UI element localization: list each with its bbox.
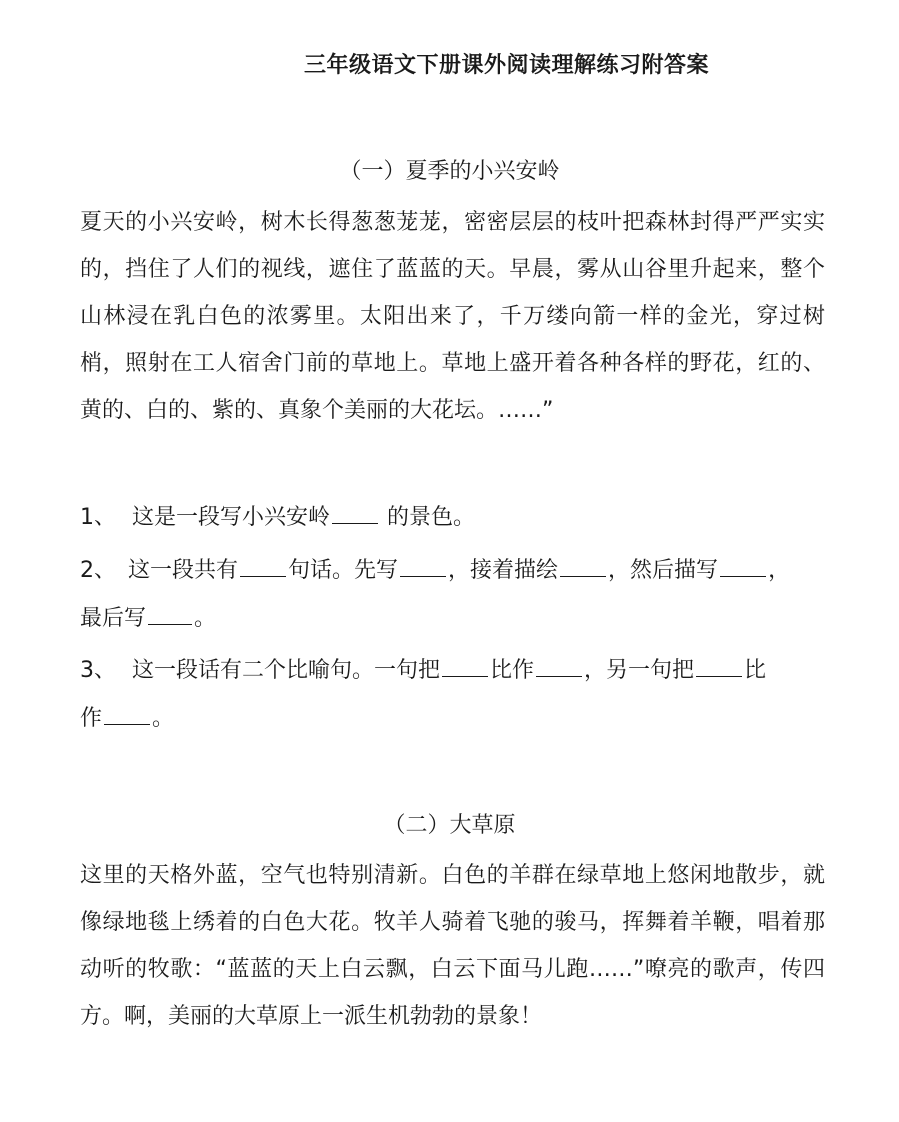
question-2-number: 2、	[80, 558, 116, 583]
question-2-text-g: 。	[194, 606, 217, 631]
question-1-text-b: 的景色。	[380, 505, 476, 530]
question-2-text-f: 最后写	[80, 606, 147, 631]
question-2-continued	[80, 594, 825, 643]
answer-blank[interactable]	[148, 606, 192, 625]
question-3-text-d: 比	[744, 658, 767, 683]
question-3	[80, 646, 825, 695]
section-2-heading: （二）大草原	[383, 813, 516, 838]
section-2-passage: 这里的天格外蓝，空气也特别清新。白色的羊群在绿草地上悠闲地散步，就像绿地毯上绣着的白色大花。牧羊人骑着飞驰的骏马，挥舞着羊鞭，唱着那动听的牧歌：“蓝蓝的天上白云飘，白云下面马儿跑……”嘹亮的歌声，传四方。啊，美丽的大草原上一派生机勃勃的景象！	[80, 863, 825, 1029]
answer-blank[interactable]	[696, 658, 742, 677]
question-2-text-a: 这一段共有	[128, 558, 239, 583]
question-3-text-f: 。	[152, 706, 175, 731]
answer-blank[interactable]	[536, 658, 582, 677]
question-2-text-d: ，然后描写	[608, 558, 719, 583]
question-3-text-b: 比作	[490, 658, 535, 683]
answer-blank[interactable]	[560, 558, 606, 577]
question-3-text-a: 这一段话有二个比喻句。一句把	[132, 658, 441, 683]
answer-blank[interactable]	[240, 558, 286, 577]
question-3-text-c: ，另一句把	[584, 658, 695, 683]
question-2-text-b: 句话。先写	[288, 558, 399, 583]
answer-blank[interactable]	[720, 558, 766, 577]
question-2-text-c: ，接着描绘	[448, 558, 559, 583]
answer-blank[interactable]	[332, 505, 378, 524]
answer-blank[interactable]	[442, 658, 488, 677]
question-1	[80, 493, 825, 542]
question-1-number: 1、	[80, 505, 116, 530]
question-3-text-e: 作	[80, 706, 103, 731]
question-2	[80, 546, 825, 595]
answer-blank[interactable]	[400, 558, 446, 577]
question-3-number: 3、	[80, 658, 116, 683]
question-3-continued	[80, 694, 825, 743]
document-title: 三年级语文下册课外阅读理解练习附答案	[304, 53, 710, 78]
section-1-passage: 夏天的小兴安岭，树木长得葱葱茏茏，密密层层的枝叶把森林封得严严实实的，挡住了人们的视线，遮住了蓝蓝的天。早晨，雾从山谷里升起来，整个山林浸在乳白色的浓雾里。太阳出来了，千万缕向箭一样的金光，穿过树梢，照射在工人宿舍门前的草地上。草地上盛开着各种各样的野花，红的、黄的、白的、紫的、真象个美丽的大花坛。……”	[80, 210, 825, 423]
question-2-text-e: ，	[768, 558, 791, 583]
question-1-text-a: 这是一段写小兴安岭	[132, 505, 331, 530]
answer-blank[interactable]	[104, 706, 150, 725]
section-1-heading: （一）夏季的小兴安岭	[339, 159, 560, 184]
